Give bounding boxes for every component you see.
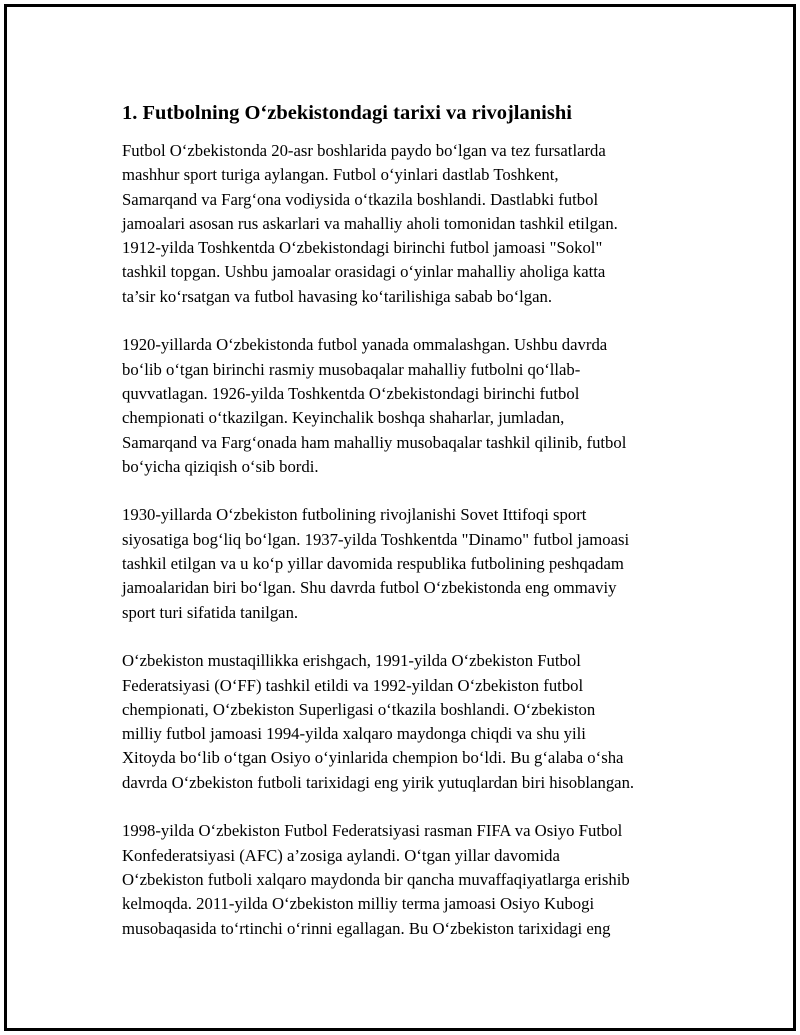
text-line: Samarqand va Farg‘onada ham mahalliy musobaqalar tashkil qilinib, futbol xyxy=(122,432,627,452)
text-line: 1998-yilda O‘zbekiston Futbol Federatsiyasi rasman FIFA va Osiyo Futbol xyxy=(122,821,623,841)
text-line: tashkil etilgan va u ko‘p yillar davomida respublika futbolining peshqadam xyxy=(122,554,624,574)
text-line: 1920-yillarda O‘zbekistonda futbol yanada ommalashgan. Ushbu davrda xyxy=(122,335,608,355)
text-line: musobaqasida to‘rtinchi o‘rinni egallagan. Bu O‘zbekiston tarixidagi eng xyxy=(122,918,611,938)
text-line: chempionati o‘tkazilgan. Keyinchalik boshqa shaharlar, jumladan, xyxy=(122,408,565,428)
text-line: siyosatiga bog‘liq bo‘lgan. 1937-yilda Toshkentda "Dinamo" futbol jamoasi xyxy=(122,529,630,549)
text-line: Samarqand va Farg‘ona vodiysida o‘tkazila boshlandi. Dastlabki futbol xyxy=(122,189,599,209)
text-line: chempionati, O‘zbekiston Superligasi o‘tkazila boshlandi. O‘zbekiston xyxy=(122,699,596,719)
document-body xyxy=(122,99,702,965)
text-line: 1912-yilda Toshkentda O‘zbekistondagi birinchi futbol jamoasi "Sokol" xyxy=(122,238,603,258)
text-line: mashhur sport turiga aylangan. Futbol o‘yinlari dastlab Toshkent, xyxy=(122,165,559,185)
text-line: Konfederatsiyasi (AFC) a’zosiga aylandi. O‘tgan yillar davomida xyxy=(122,845,560,865)
text-line: bo‘yicha qiziqish o‘sib bordi. xyxy=(122,456,319,476)
paragraph xyxy=(122,139,702,309)
section-heading: 1. Futbolning O‘zbekistondagi tarixi va rivojlanishi xyxy=(122,102,572,124)
paragraph xyxy=(122,819,702,940)
text-line: kelmoqda. 2011-yilda O‘zbekiston milliy terma jamoasi Osiyo Kubogi xyxy=(122,894,595,914)
text-line: quvvatlagan. 1926-yilda Toshkentda O‘zbekistondagi birinchi futbol xyxy=(122,383,580,403)
text-line: jamoalari asosan rus askarlari va mahalliy aholi tomonidan tashkil etilgan. xyxy=(122,213,618,233)
text-line: Futbol O‘zbekistonda 20-asr boshlarida paydo bo‘lgan va tez fursatlarda xyxy=(122,141,606,160)
document-page xyxy=(4,4,796,1031)
text-line: tashkil topgan. Ushbu jamoalar orasidagi o‘yinlar mahalliy aholiga katta xyxy=(122,262,606,282)
text-line: milliy futbol jamoasi 1994-yilda xalqaro maydonga chiqdi va shu yili xyxy=(122,724,586,744)
text-line: O‘zbekiston futboli xalqaro maydonda bir qancha muvaffaqiyatlarga erishib xyxy=(122,869,630,889)
text-line: Federatsiyasi (O‘FF) tashkil etildi va 1992-yildan O‘zbekiston futbol xyxy=(122,675,584,695)
paragraph xyxy=(122,503,702,624)
paragraph xyxy=(122,333,702,479)
text-line: bo‘lib o‘tgan birinchi rasmiy musobaqalar mahalliy futbolni qo‘llab- xyxy=(122,359,581,379)
text-line: Xitoyda bo‘lib o‘tgan Osiyo o‘yinlarida chempion bo‘ldi. Bu g‘alaba o‘sha xyxy=(122,748,624,768)
text-line: sport turi sifatida tanilgan. xyxy=(122,602,299,622)
text-line: jamoalaridan biri bo‘lgan. Shu davrda futbol O‘zbekistonda eng ommaviy xyxy=(122,578,617,598)
text-line: ta’sir ko‘rsatgan va futbol havasing ko‘tarilishiga sabab bo‘lgan. xyxy=(122,286,553,306)
text-line: O‘zbekiston mustaqillikka erishgach, 1991-yilda O‘zbekiston Futbol xyxy=(122,651,581,671)
paragraph xyxy=(122,649,702,795)
text-line: 1930-yillarda O‘zbekiston futbolining rivojlanishi Sovet Ittifoqi sport xyxy=(122,505,587,525)
text-line: davrda O‘zbekiston futboli tarixidagi eng yirik yutuqlardan biri hisoblangan. xyxy=(122,772,635,792)
